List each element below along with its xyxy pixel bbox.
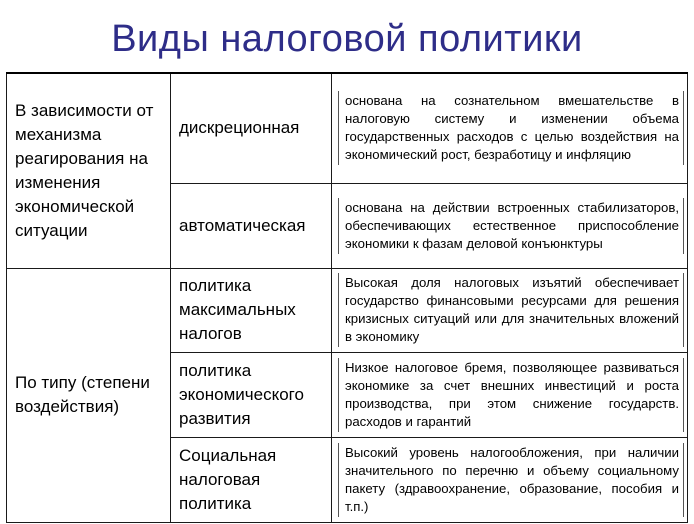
description-cell xyxy=(332,352,688,437)
description-text: Высокий уровень налогообложения, при наличии значительного по перечню и объему социальному пакету (здравоохранение, образование, пособия и т.п.) xyxy=(338,443,684,517)
policy-name-cell: дискреционная xyxy=(171,73,332,183)
policy-name-cell: политика максимальных налогов xyxy=(171,268,332,352)
description-cell xyxy=(332,183,688,268)
description-cell xyxy=(332,268,688,352)
description-text: основана на сознательном вмешательстве в налоговую систему и изменении объема государственных расходов с целью воздействия на экономический рост, безработицу и инфляцию xyxy=(338,91,684,165)
description-text: Высокая доля налоговых изъятий обеспечивает государство финансовыми ресурсами для решения кризисных ситуаций или для значительных вложений в экономику xyxy=(338,273,684,347)
table-row xyxy=(7,73,688,183)
tax-policy-table xyxy=(6,72,688,523)
policy-name-cell: автоматическая xyxy=(171,183,332,268)
description-text: Низкое налоговое бремя, позволяющее развиваться экономике за счет внешних инвестиций и роста производства, при этом снижение государств. расходов и гарантий xyxy=(338,358,684,432)
category-cell: В зависимости от механизма реагирования на изменения экономической ситуации xyxy=(7,73,171,268)
page-title: Виды налоговой политики xyxy=(111,18,583,60)
policy-name-cell: Социальная налоговая политика xyxy=(171,437,332,522)
table-row xyxy=(7,268,688,352)
description-cell xyxy=(332,73,688,183)
description-text: основана на действии встроенных стабилизаторов, обеспечивающих естественное приспособление экономики к фазам деловой конъюнктуры xyxy=(338,198,684,254)
policy-name-cell: политика экономического развития xyxy=(171,352,332,437)
category-cell: По типу (степени воздействия) xyxy=(7,268,171,522)
description-cell xyxy=(332,437,688,522)
